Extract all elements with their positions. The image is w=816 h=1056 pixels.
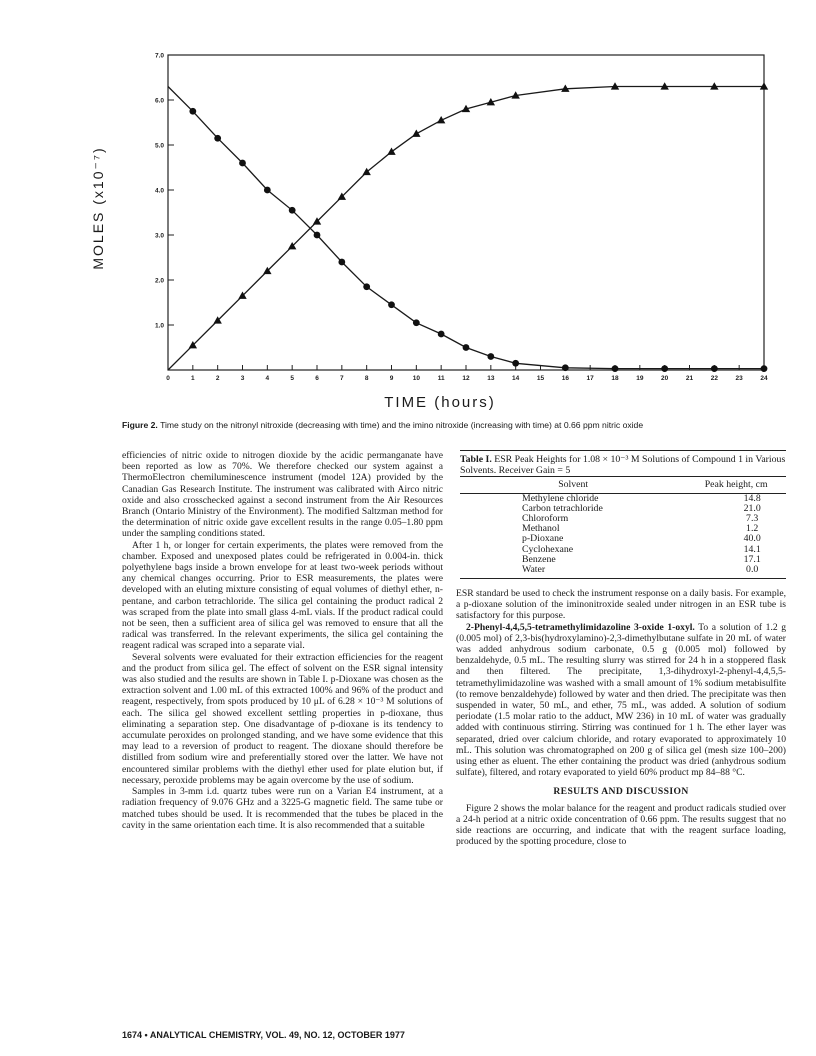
x-tick-label: 9 [389,375,394,382]
x-tick-label: 22 [710,375,718,382]
peak-height-cell: 1.2 [746,523,759,535]
data-point-triangle [412,130,420,137]
x-tick-label: 17 [586,375,594,382]
data-point-circle [438,331,445,338]
x-tick-label: 2 [215,375,220,382]
table-title-text: ESR Peak Heights for 1.08 × 10⁻³ M Solutions of Compound 1 in Various Solvents. Receiver Gain = 5 [460,454,786,477]
table-title-label: Table I. [460,454,492,465]
data-point-circle [388,301,395,308]
peak-height-cell: 7.3 [746,513,759,525]
y-tick-label: 1.0 [154,322,164,330]
left-paragraph-3: Several solvents were evaluated for their extraction efficiencies for the reagent and the product from silica gel. The effect of solvent on the ESR signal intensity was also studied and the results are shown in Table I. p-Dioxane was chosen as the extraction solvent and 1.00 mL of this extracted 100% and 96% of the product and reagent, respectively, from spots produced by 10 μL of 6.28 × 10⁻³ M solutions of each. The silica gel showed excellent settling properties in p-dioxane, thus eliminating a separation step. One disadvantage of p-dioxane is its tendency to accumulate peroxides on prolonged standing, and we have some evidence that this may lead to a reversion of product to reagent. The dioxane should therefore be distilled from sodium wire and preferentially stored over the latter. We have not encountered similar problems with the diethyl ether used for plate elution but, if necessary, peroxide problems may be again overcome by the use of sodium. [122,651,443,786]
data-point-triangle [387,148,395,155]
data-point-circle [512,360,519,367]
x-tick-label: 4 [265,375,270,382]
data-point-circle [338,259,345,266]
data-point-circle [189,108,196,115]
series-line-circle [168,87,764,369]
solvent-cell: Water [460,565,686,579]
x-tick-label: 20 [661,375,669,382]
x-tick-label: 3 [240,375,245,382]
x-tick-label: 13 [487,375,495,382]
solvent-cell: Chloroform [522,513,569,525]
table-1 [460,450,786,579]
right-column [456,588,786,847]
data-point-circle [314,232,321,239]
data-point-circle [413,319,420,326]
solvent-cell: Cyclohexane [522,543,574,555]
peak-height-cell: 21.0 [743,502,761,514]
figure-2 [0,0,816,420]
table-row [460,534,786,544]
procedure-text: To a solution of 1.2 g (0.005 mol) of 2,3-bis(hydroxylamino)-2,3-dimethylbutane sulfate in 20 mL of water was added anhydrous sodium carbonate, 0.5 g (0.005 mol) followed by benzaldehyde, 0.5 mL. The resulting slurry was stirred for 24 h in a stoppered flask and then filtered. The precipitate, 1,3-dihydroxyl-2-phenyl-4,4,5,5-tetramethylimidazoline was washed with a small amount of 1% sodium metabisulfite (to remove benzaldehyde) followed by water and then dried. The precipitate was then suspended in water, 50 mL, and ether, 75 mL, was added. A solution of sodium periodate (1.5 molar ratio to the adduct, MW 236) in 10 mL of water was gradually added with continuous stirring. Stirring was continued for 1 h. The ether layer was separated, dried over calcium chloride, and rotary evaporated to approximately 10 mL. This solution was chromatographed on 200 g of silica gel (mesh size 100–200) using ether as eluent. The ether containing the product was dried (anhydrous sodium sulfate), filtered, and rotary evaporated to yield 60% product mp 84–88 °C. [456,621,786,779]
peak-height-cell: 40.0 [743,533,761,545]
section-title: RESULTS AND DISCUSSION [553,786,689,798]
header-solvent: Solvent [460,477,686,493]
x-tick-label: 15 [536,375,545,382]
right-paragraph-3: Figure 2 shows the molar balance for the reagent and product radicals studied over a 24-h period at a nitric oxide concentration of 0.66 ppm. The results suggest that no side reactions are occurring, and indicate that with the reagent surface loading, produced by the spotting procedure, close to [456,802,786,848]
data-point-circle [264,187,271,194]
plot-frame [168,55,764,370]
x-tick-label: 1 [191,375,195,382]
y-tick-label: 5.0 [154,142,164,150]
y-tick-label: 6.0 [154,97,164,105]
compound-name: 2-Phenyl-4,4,5,5-tetramethylimidazoline 3-oxide 1-oxyl. [466,621,695,633]
solvent-cell: Methanol [522,523,560,535]
peak-height-cell: 14.1 [743,543,761,555]
data-point-circle [612,365,619,372]
table-title [460,450,786,476]
solvent-cell: p-Dioxane [522,533,564,545]
right-paragraph-2 [456,622,786,779]
x-tick-label: 12 [462,375,470,382]
y-axis-label: MOLES (x10⁻⁷) [90,146,106,270]
data-point-circle [487,353,494,360]
table-row [460,545,786,555]
table-header-row [460,477,786,493]
y-tick-label: 7.0 [154,52,164,60]
peak-height-cell: 0.0 [686,565,786,579]
left-column [122,450,443,831]
table-row [460,524,786,534]
solvent-cell: Carbon tetrachloride [522,502,603,514]
x-tick-label: 11 [437,375,445,382]
x-tick-label: 18 [611,375,619,382]
y-tick-label: 3.0 [154,232,164,240]
data-point-circle [463,344,470,351]
x-tick-label: 19 [636,375,644,382]
x-tick-label: 16 [561,375,569,382]
x-axis-label: TIME (hours) [384,394,496,411]
x-tick-label: 14 [512,375,520,382]
data-point-circle [562,364,569,371]
peak-height-cell: 17.1 [743,553,761,565]
peak-height-cell: 14.8 [743,492,761,504]
solvent-cell: Benzene [522,553,556,565]
data-point-circle [239,160,246,167]
table-row [460,514,786,524]
table-row [460,504,786,514]
data-point-circle [214,135,221,142]
left-paragraph-4: Samples in 3-mm i.d. quartz tubes were run on a Varian E4 instrument, at a radiation frequency of 9.076 GHz and a 3225-G magnetic field. The same tube or matched tubes should be used. It is recommended that the tubes be placed in the cavity in the same orientation each time. It is also recommended that a suitable [122,786,443,831]
figure-caption [122,420,802,431]
data-point-circle [761,365,768,372]
figure-caption-label: Figure 2. [122,420,158,430]
x-tick-label: 21 [685,375,694,382]
data-point-circle [363,283,370,290]
solvent-cell: Methylene chloride [522,492,599,504]
x-tick-label: 7 [340,375,344,382]
data-point-triangle [437,116,445,123]
x-tick-label: 5 [290,375,294,382]
table-row [460,565,786,579]
esr-table [460,476,786,579]
series-line-triangle [168,87,764,371]
x-tick-label: 8 [364,375,369,382]
x-tick-label: 6 [315,375,319,382]
table-row [460,555,786,565]
y-tick-label: 2.0 [154,277,164,285]
left-paragraph-1: efficiencies of nitric oxide to nitrogen dioxide by the acidic permanganate have been reported as low as 70%. We therefore checked our system against a ThermoElectron chemiluminescence instrument (model 12A) provided by the Canadian Gas Research Institute. The instrument was calibrated with Airco nitric oxide and also crosschecked against a second instrument from the Air Resources Branch (Ontario Ministry of the Environment). The modified Saltzman method for the determination of nitric oxide gave excellent results in the range 0.05–1.80 ppm under the sampling conditions stated. [122,450,443,540]
data-point-circle [289,207,296,214]
table-row [460,493,786,504]
data-point-circle [661,365,668,372]
x-tick-label: 24 [760,375,768,382]
x-tick-label: 10 [412,375,420,382]
right-paragraph-1: ESR standard be used to check the instrument response on a daily basis. For example, a p-dioxane solution of the iminonitroxide sealed under nitrogen in an ESR tube is satisfactory for this purpose. [456,588,786,622]
table-body [460,493,786,579]
time-study-chart [0,0,816,420]
header-peak-height: Peak height, cm [686,477,786,493]
page-footer: 1674 • ANALYTICAL CHEMISTRY, VOL. 49, NO. 12, OCTOBER 1977 [122,1030,405,1040]
y-tick-label: 4.0 [154,187,164,195]
x-tick-label: 0 [166,375,170,382]
data-point-circle [711,365,718,372]
x-tick-label: 23 [735,375,743,382]
left-paragraph-2: After 1 h, or longer for certain experiments, the plates were removed from the chamber. Exposed and unexposed plates could be refrigerated in 0.004-in. thick polyethylene bags inside a brown envelope for at least two-week periods without any chemical changes occurring. Prior to ESR measurements, the plates were developed with an eluting mixture consisting of equal volumes of diethyl ether, n-pentane, and carbon tetrachloride. The silica gel containing the product radical 2 was scraped from the plate into small glass 4-mL vials. If the product radical could not be seen, then a sufficient area of silica gel was removed to ensure that all the radical was transferred. In the relevant experiments, the silica gel containing the reagent radical was scraped into a separate vial. [122,539,443,652]
figure-caption-text: Time study on the nitronyl nitroxide (decreasing with time) and the imino nitroxide (increasing with time) at 0.66 ppm nitric oxide [160,420,644,430]
